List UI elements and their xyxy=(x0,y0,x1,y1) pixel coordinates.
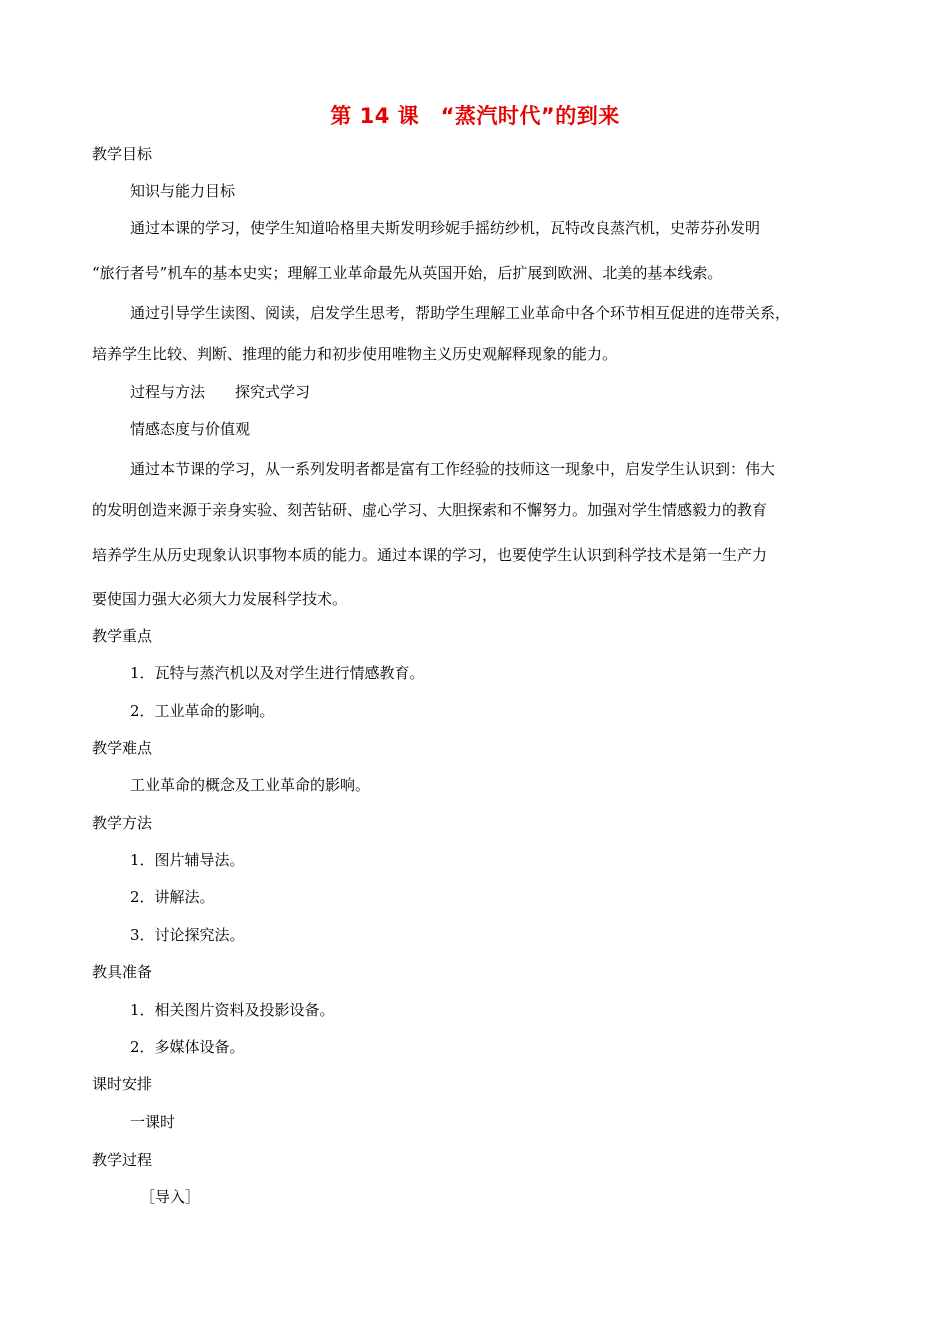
schedule-text: 一课时 xyxy=(130,1113,176,1131)
heading-materials: 教具准备 xyxy=(92,963,153,981)
emotion-line-3: 培养学生从历史现象认识事物本质的能力。通过本课的学习，也要使学生认识到科学技术是第一生产力 xyxy=(92,546,768,564)
key-point-item: 2．工业革命的影响。 xyxy=(130,702,275,720)
heading-methods: 教学方法 xyxy=(92,814,153,832)
subheading-knowledge: 知识与能力目标 xyxy=(130,182,236,200)
heading-schedule: 课时安排 xyxy=(92,1075,153,1093)
material-item: 2．多媒体设备。 xyxy=(130,1038,245,1056)
knowledge-paragraph-2-line-2: 培养学生比较、判断、推理的能力和初步使用唯物主义历史观解释现象的能力。 xyxy=(92,345,618,363)
difficulties-text: 工业革命的概念及工业革命的影响。 xyxy=(130,776,371,794)
emotion-line-4: 要使国力强大必须大力发展科学技术。 xyxy=(92,590,348,608)
method-item: 2．讲解法。 xyxy=(130,888,215,906)
heading-key-points: 教学重点 xyxy=(92,627,153,645)
heading-objectives: 教学目标 xyxy=(92,145,153,163)
emotion-line-2: 的发明创造来源于亲身实验、刻苦钻研、虚心学习、大胆探索和不懈努力。加强对学生情感毅力的教育 xyxy=(92,501,768,519)
material-item: 1．相关图片资料及投影设备。 xyxy=(130,1001,335,1019)
procedure-intro: ［导入］ xyxy=(140,1188,201,1206)
knowledge-paragraph-1-line-2: “旅行者号”机车的基本史实；理解工业革命最先从英国开始，后扩展到欧洲、北美的基本线索。 xyxy=(92,264,723,282)
process-method-row xyxy=(130,382,310,402)
heading-difficulties: 教学难点 xyxy=(92,739,153,757)
process-method-label: 过程与方法 xyxy=(130,383,206,401)
heading-procedure: 教学过程 xyxy=(92,1151,153,1169)
key-point-item: 1．瓦特与蒸汽机以及对学生进行情感教育。 xyxy=(130,664,425,682)
process-method-value: 探究式学习 xyxy=(235,383,311,401)
subheading-emotion: 情感态度与价值观 xyxy=(130,420,251,438)
knowledge-paragraph-1-line-1: 通过本课的学习，使学生知道哈格里夫斯发明珍妮手摇纺纱机，瓦特改良蒸汽机，史蒂芬孙发明 xyxy=(130,219,761,237)
method-item: 3．讨论探究法。 xyxy=(130,926,245,944)
emotion-line-1: 通过本节课的学习，从一系列发明者都是富有工作经验的技师这一现象中，启发学生认识到：伟大 xyxy=(130,460,776,478)
page-title: 第 14 课 “蒸汽时代”的到来 xyxy=(330,104,620,128)
method-item: 1．图片辅导法。 xyxy=(130,851,245,869)
knowledge-paragraph-2-line-1: 通过引导学生读图、阅读，启发学生思考，帮助学生理解工业革命中各个环节相互促进的连带关系， xyxy=(130,304,791,322)
